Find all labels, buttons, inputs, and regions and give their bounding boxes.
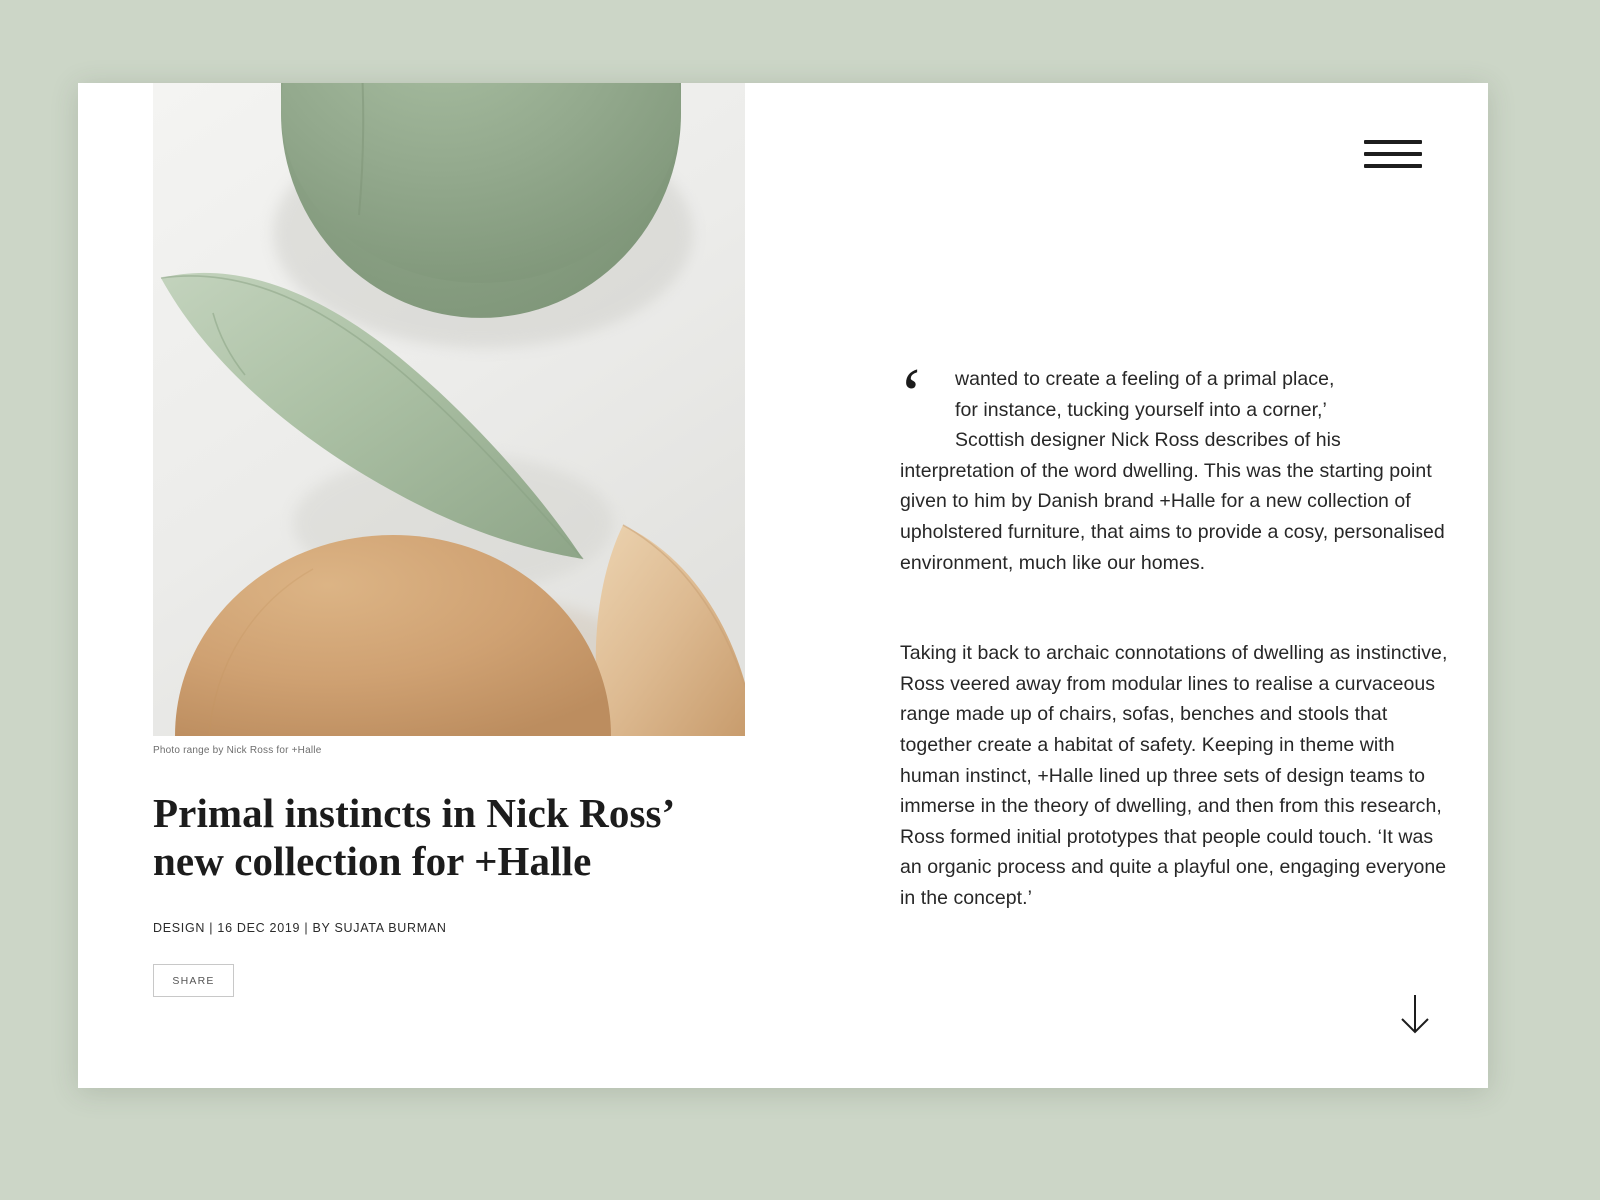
image-caption: Photo range by Nick Ross for +Halle [153,745,322,756]
hero-image-graphic [153,83,745,736]
lead-remainder: interpretation of the word dwelling. This was the starting point given to him by Danish brand +Halle for a new collection of upholstered furniture, that aims to provide a cosy, personalised environment, much like our homes. [900,459,1445,574]
lead-line-1: wanted to create a feeling of a primal place, [955,368,1335,390]
opening-quote-mark: ‘ [899,354,924,436]
share-button[interactable]: SHARE [153,964,234,997]
page-title: Primal instincts in Nick Ross’ new collection for +Halle [153,790,673,885]
hamburger-menu-icon[interactable] [1364,137,1422,171]
article-card [78,83,1488,1088]
lead-paragraph [899,354,1458,578]
menu-bar-2 [1364,152,1422,156]
article-right-column [822,83,1488,1088]
article-body [899,354,1458,914]
menu-bar-1 [1364,140,1422,144]
lead-line-3: Scottish designer Nick Ross describes of his [955,429,1341,452]
menu-bar-3 [1364,164,1422,168]
arrow-down-icon[interactable] [1398,993,1432,1035]
body-paragraph: Taking it back to archaic connotations of dwelling as instinctive, Ross veered away from modular lines to realise a curvaceous range made up of chairs, sofas, benches and stools that together create a habitat of safety. Keeping in theme with human instinct, +Halle lined up three sets of design teams to immerse in the theory of dwelling, and then from this research, Ross formed initial prototypes that people could touch. ‘It was an organic process and quite a playful one, engaging everyone in the concept.’ [900,642,1448,909]
hero-image [153,83,745,736]
article-left-column [153,83,745,1088]
lead-line-2: for instance, tucking yourself into a corner,’ [955,398,1327,421]
article-meta: DESIGN | 16 DEC 2019 | BY SUJATA BURMAN [153,921,447,935]
